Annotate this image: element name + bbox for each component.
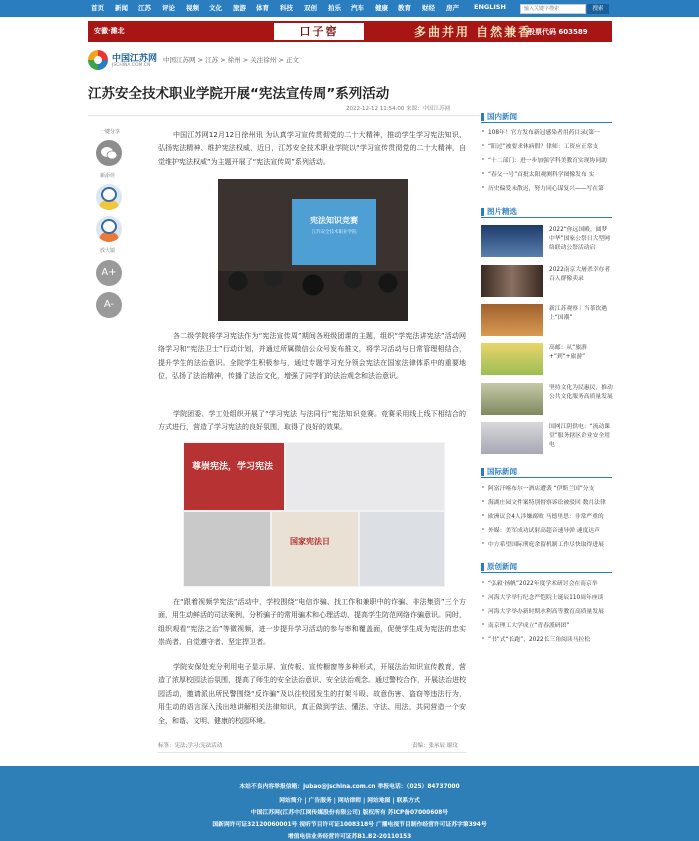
news-link[interactable]: 108年！官方发布新冠感染者用药目录(第一: [481, 127, 612, 136]
news-link[interactable]: 外媒：美军成功试射高超音速导弹 速度达声: [481, 525, 612, 534]
divider: [158, 752, 466, 753]
logo-name: 中国江苏网: [112, 54, 158, 64]
font-size-label: 放大镜: [100, 248, 116, 254]
constitution-day-panel: [272, 512, 358, 586]
section-title: 国内新闻: [487, 112, 517, 121]
article-editor: 责编：张承辰 谢玟: [412, 743, 458, 749]
footer-report-line: 本站不良内容举报信箱：jubao@jschina.com.cn 举报电话：（025）84737000: [239, 784, 460, 790]
section-photo-picks: [481, 206, 612, 218]
constitution-day-text: 国家宪法日: [290, 537, 330, 546]
article-paragraph: 在“跟着视频学宪法”活动中，学校围绕“电信诈骗、找工作和兼职中的诈骗、非法集资”三个方面，用生动鲜活的司法案例，分析骗子的常用骗术和心理活动，提高学生防范网络诈骗意识。同时，组织观看“宪法之治”等微视频，进一步提升学习活动的参与率和覆盖面，促使学生成为宪法的忠实崇尚者、自觉遵守者、坚定捍卫者。: [158, 598, 466, 647]
nav-item-photo[interactable]: 拍乐: [328, 4, 341, 12]
footer-licenses: 国新网许可证32120060001号 视听节目许可证1008318号 广播电视节目制作经营许可证苏字第394号: [212, 822, 487, 828]
screenshot-panel: [184, 512, 270, 586]
nav-item-startup[interactable]: 双创: [304, 4, 317, 12]
wechat-share-icon[interactable]: [96, 140, 122, 166]
footer-links[interactable]: 网站简介 | 广告服务 | 网站律师 | 网站地图 | 联系方式: [279, 798, 420, 804]
slide-text: 尊崇宪法，学习宪法: [192, 462, 274, 472]
news-link[interactable]: 河海大学举行纪念严恺院士诞辰110周年座谈: [481, 592, 612, 601]
breadcrumb: 中国江苏网 > 江苏 > 徐州 > 关注徐州 > 正文: [163, 56, 299, 64]
photo-thumbnail[interactable]: [481, 383, 543, 415]
article-paragraph: 学院团委、学工处组织开展了“学习宪法 与法同行”宪法知识竞赛。竞赛采用线上线下相结合的方式进行，营造了学习宪法的良好氛围，取得了良好的效果。: [158, 410, 466, 432]
nav-item-news[interactable]: 新闻: [115, 4, 128, 12]
section-international-news: [481, 466, 612, 478]
breadcrumb-current: 正文: [285, 56, 299, 64]
section-title: 图片精选: [487, 207, 517, 216]
nav-item-health[interactable]: 健康: [375, 4, 388, 12]
photo-thumbnail[interactable]: [481, 343, 543, 375]
share-label: 一键分享: [100, 129, 121, 135]
font-increase-icon[interactable]: A+: [96, 260, 122, 286]
slide-panel: [184, 443, 284, 510]
divider: [88, 115, 480, 116]
article-tags[interactable]: 标签：宪法;学习;宪法活动: [158, 743, 223, 749]
photo-caption[interactable]: 坚持文化为民惠民，推动公共文化服务高质量发展: [549, 385, 613, 400]
news-link[interactable]: 中方希望国际刑庭余留机制工作尽快取得进展: [481, 539, 612, 548]
news-link[interactable]: 南京理工大学成立“青春派研团”: [481, 620, 612, 629]
photo-thumbnail[interactable]: [481, 422, 543, 454]
footer-copyright: 中国江苏网(江苏中江网传媒股份有限公司) 版权所有 苏ICP备07000608号: [250, 810, 449, 816]
mascot-avatar-alt[interactable]: [96, 216, 122, 242]
nav-item-education[interactable]: 教育: [398, 4, 411, 12]
article-paragraph: 中国江苏网12月12日徐州讯 为认真学习宣传贯彻党的二十大精神，推动学生学习宪法知识、弘扬宪法精神、维护宪法权威，近日，江苏安全技术职业学院以“学习宣传贯彻党的二十大精神，自觉维护宪法权威”为主题开展了“宪法宣传周”系列活动。: [158, 131, 466, 166]
article-meta: 2022-12-12 11:54:00 来源：中国江苏网: [346, 106, 451, 112]
breadcrumb-focus-xuzhou[interactable]: 关注徐州: [250, 56, 277, 64]
photo-caption[interactable]: 2022“你远国殿，圆梦中华”国家公祭日大型网络联动公祭活动启: [549, 227, 610, 251]
article-title: 江苏安全技术职业学院开展“宪法宣传周”系列活动: [88, 86, 390, 102]
news-link[interactable]: 欧洲议会4人涉嫌腐败 马德里思：非常严重的: [481, 511, 612, 520]
online-collage-photo: [183, 442, 445, 587]
news-link[interactable]: 海湖庄园文件案特别督察诉讼被驳回 数月法律: [481, 497, 612, 506]
news-link[interactable]: 阿富汗喀布尔一酒店遭袭 “伊斯兰国”分支: [481, 483, 612, 492]
mascot-avatar[interactable]: [96, 184, 122, 210]
nav-item-video[interactable]: 视频: [186, 4, 199, 12]
search-button[interactable]: 搜索: [587, 4, 609, 14]
section-title: 国际新闻: [487, 467, 517, 476]
nav-item-finance[interactable]: 财经: [422, 4, 435, 12]
news-link[interactable]: “阳过”被要求休病假？律师：工资应正常支: [481, 141, 612, 150]
screen-title: 宪法知识竞赛: [310, 216, 358, 225]
nav-item-jiangsu[interactable]: 江苏: [138, 4, 151, 12]
breadcrumb-home[interactable]: 中国江苏网: [163, 56, 196, 64]
video-grid-panel: [286, 443, 444, 510]
news-link[interactable]: 河海大学举办新时期水利高等教育高质量发展: [481, 606, 612, 615]
section-title: 原创新闻: [487, 562, 517, 571]
ad-slogan: 多曲并用 自然兼香: [414, 25, 533, 39]
news-link[interactable]: “十二部门：进一步加强学科美教育实现协同助: [481, 155, 612, 164]
nav-item-travel[interactable]: 旅游: [233, 4, 246, 12]
photo-thumbnail[interactable]: [481, 304, 543, 336]
photo-caption[interactable]: 国网江阴供电：“流动课堂”服务辖区企业安全用电: [549, 424, 610, 448]
footer-telecom-license: 增值电信业务经营许可证苏B1.B2-20110153: [287, 834, 412, 840]
nav-item-sports[interactable]: 体育: [256, 4, 269, 12]
page-footer: [0, 766, 699, 841]
photo-caption[interactable]: 2022南京大屠杀幸存者百人群像卖录: [549, 267, 611, 282]
liquor-ad-banner[interactable]: [88, 21, 612, 42]
nav-item-home[interactable]: 首页: [91, 4, 104, 12]
ad-region-text: 安徽·濉北: [94, 27, 125, 35]
news-link[interactable]: “书”式“长跑”，2022长三角阅读马拉松: [481, 634, 612, 643]
site-logo[interactable]: [88, 49, 158, 71]
section-domestic-news: [481, 111, 612, 123]
nav-item-comment[interactable]: 评论: [162, 4, 175, 12]
photo-thumbnail[interactable]: [481, 265, 543, 297]
nav-item-house[interactable]: 房产: [446, 4, 459, 12]
news-link[interactable]: 历史偏爱未散迟，努力同心谋复兴——写在第: [481, 183, 612, 192]
news-link[interactable]: “弘毅·扬帆”2022年度学术研讨会在南京举: [481, 578, 612, 587]
logo-icon: [88, 50, 108, 70]
font-decrease-icon[interactable]: A-: [96, 292, 122, 318]
article-paragraph: 各二级学院将学习宪法作为“宪法宣传周”期间各班级团课的主题，组织“学宪法讲宪法”活动网络学习和“宪法卫士”行动计划，并通过所属微信公众号发布推文，将学习活动与日常管理相结合，提升学生的法治意识。全院学生积极参与，通过专题学习充分领会宪法在国家法律体系中的重要地位，弘扬了法治精神，传播了法治文化，增强了同学们的法治观念和法治意识。: [158, 332, 466, 381]
nav-item-culture[interactable]: 文化: [209, 4, 222, 12]
top-navigation-bar: [0, 0, 699, 17]
screen-subtitle: 江苏安全技术职业学院: [311, 230, 357, 235]
breadcrumb-jiangsu[interactable]: 江苏: [205, 56, 219, 64]
students-silhouette: [218, 271, 408, 321]
photo-caption[interactable]: 新江苏观察｜当茶饮遇上“国潮”: [549, 306, 607, 321]
ad-stock-code: 股票代码 603589: [528, 28, 588, 36]
courseware-panel: [360, 512, 444, 586]
nav-item-tech[interactable]: 科技: [280, 4, 293, 12]
article-paragraph: 学院安保处充分利用电子显示屏、宣传板、宣传橱窗等多种形式，开展法治知识宣传教育，营造了浓厚校园法治氛围，提高了师生的安全法治意识、安全法治观念。通过警校合作，开展法治进校园活动，邀请派出所民警围绕“反诈骗”及以往校园发生的打架斗殴、故意伤害、盗窃等违法行为，用生动的语言深入浅出地讲解相关法律知识，真正做到学法、懂法、守法、用法，共同营造一个安全、和谐、文明、健康的校园环境。: [158, 663, 466, 725]
classroom-photo: [218, 179, 408, 321]
nav-item-auto[interactable]: 汽车: [351, 4, 364, 12]
nav-item-english[interactable]: ENGLISH: [474, 3, 506, 11]
photo-caption[interactable]: 高邮：从“旅游+”到“+旅游”: [549, 345, 587, 360]
section-original-news: [481, 561, 612, 573]
breadcrumb-xuzhou[interactable]: 徐州: [227, 56, 241, 64]
search-input[interactable]: [520, 4, 586, 14]
news-link[interactable]: “春父一号”首批太阳观测科学图像发布 实: [481, 169, 612, 178]
ad-brand-logo: 口子窖: [274, 23, 364, 40]
avatar-label: 新添佳: [100, 173, 116, 179]
projector-screen: [292, 199, 376, 265]
logo-domain: JSCHINA.COM.CN: [112, 63, 151, 68]
photo-thumbnail[interactable]: [481, 225, 543, 257]
